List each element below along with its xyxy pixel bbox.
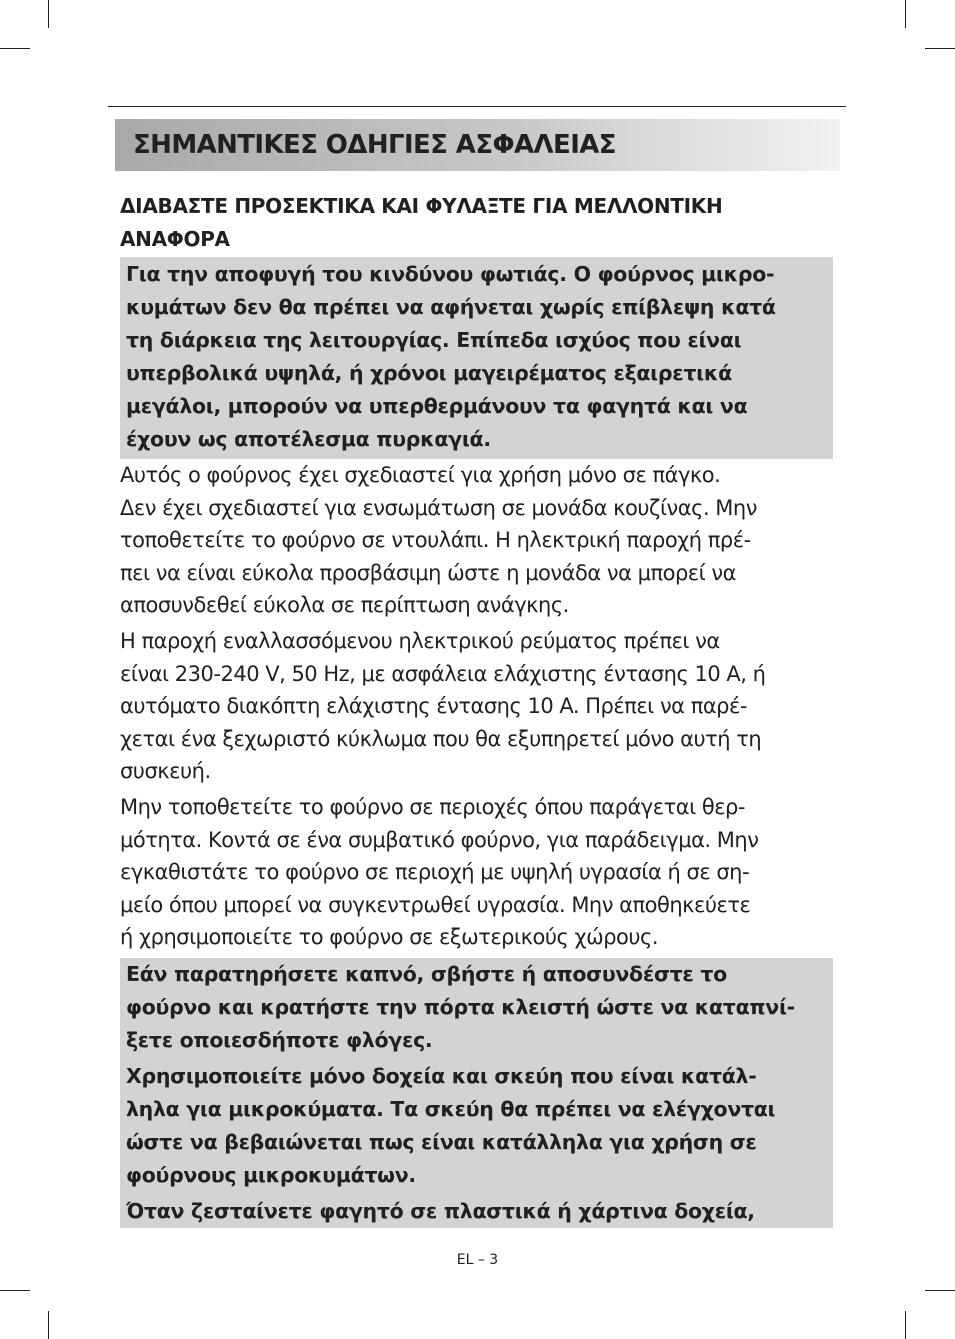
fire-warning-box: [120, 257, 833, 459]
warning-line: φούρνους μικροκυμάτων.: [126, 1163, 416, 1187]
text-line: Δεν έχει σχεδιαστεί για ενσωμάτωση σε μονάδα κουζίνας. Μην: [120, 495, 757, 520]
warning-line: φούρνο και κρατήστε την πόρτα κλειστή ώστε να καταπνί-: [126, 995, 795, 1019]
warning-line: Χρησιμοποιείτε μόνο δοχεία και σκεύη που είναι κατάλ-: [126, 1064, 757, 1088]
warning-line: ληλα για μικροκύματα. Τα σκεύη θα πρέπει να ελέγχονται: [126, 1097, 776, 1121]
text-line: Μην τοποθετείτε το φούρνο σε περιοχές όπου παράγεται θερ-: [120, 794, 745, 819]
warning-line: έχουν ως αποτέλεσμα πυρκαγιά.: [126, 427, 491, 451]
warning-line: ξετε οποιεσδήποτε φλόγες.: [126, 1028, 433, 1052]
text-line: τοποθετείτε το φούρνο σε ντουλάπι. Η ηλεκτρική παροχή πρέ-: [120, 528, 751, 553]
section-title-bar: [115, 119, 840, 171]
text-line: αυτόματο διακόπτη ελάχιστης έντασης 10 A. Πρέπει να παρέ-: [120, 694, 747, 719]
page-title: ΣΗΜΑΝΤΙΚΕΣ ΟΔΗΓΙΕΣ ΑΣΦΑΛΕΙΑΣ: [133, 130, 616, 160]
warning-line: Εάν παρατηρήσετε καπνό, σβήστε ή αποσυνδέστε το: [126, 962, 727, 986]
paragraph-countertop: [120, 459, 840, 622]
paragraph-power-supply: [120, 625, 840, 788]
warning-line: τη διάρκεια της λειτουργίας. Επίπεδα ισχύος που είναι: [126, 328, 742, 352]
crop-mark: [0, 48, 30, 49]
crop-mark: [905, 0, 906, 28]
subtitle-line: ΔΙΑΒΑΣΤΕ ΠΡΟΣΕΚΤΙΚΑ ΚΑΙ ΦΥΛΑΞΤΕ ΓΙΑ ΜΕΛΛΟΝΤΙΚΗ: [120, 194, 723, 218]
smoke-warning-box: [120, 958, 833, 1228]
text-line: είναι 230-240 V, 50 Hz, με ασφάλεια ελάχιστης έντασης 10 A, ή: [120, 661, 766, 686]
crop-mark: [925, 48, 955, 49]
text-line: Αυτός ο φούρνος έχει σχεδιαστεί για χρήση μόνο σε πάγκο.: [120, 463, 721, 487]
warning-line: μεγάλοι, μπορούν να υπερθερμάνουν τα φαγητά και να: [126, 394, 748, 418]
text-line: ή χρησιμοποιείτε το φούρνο σε εξωτερικούς χώρους.: [120, 925, 659, 950]
crop-mark: [905, 1311, 906, 1339]
warning-line: Όταν ζεσταίνετε φαγητό σε πλαστικά ή χάρτινα δοχεία,: [126, 1199, 755, 1223]
text-line: Η παροχή εναλλασσόμενου ηλεκτρικού ρεύματος πρέπει να: [120, 628, 720, 653]
warning-line: Για την αποφυγή του κινδύνου φωτιάς. Ο φούρνος μικρο-: [126, 262, 775, 286]
text-line: πει να είναι εύκολα προσβάσιμη ώστε η μονάδα να μπορεί να: [120, 560, 736, 585]
crop-mark: [48, 0, 49, 28]
text-line: μότητα. Κοντά σε ένα συμβατικό φούρνο, για παράδειγμα. Μην: [120, 827, 759, 852]
text-line: εγκαθιστάτε το φούρνο σε περιοχή με υψηλή υγρασία ή σε ση-: [120, 860, 750, 885]
text-line: αποσυνδεθεί εύκολα σε περίπτωση ανάγκης.: [120, 593, 569, 618]
header-rule: [108, 106, 846, 107]
body-text: [120, 459, 840, 954]
section-subtitle: [120, 190, 840, 256]
text-line: χεται ένα ξεχωριστό κύκλωμα που θα εξυπηρετεί μόνο αυτή τη: [120, 726, 762, 751]
crop-mark: [925, 1290, 955, 1291]
paragraph-placement: [120, 791, 840, 954]
text-line: συσκευή.: [120, 759, 211, 784]
crop-mark: [0, 1290, 30, 1291]
warning-line: κυμάτων δεν θα πρέπει να αφήνεται χωρίς επίβλεψη κατά: [126, 295, 776, 319]
warning-line: υπερβολικά υψηλά, ή χρόνοι μαγειρέματος εξαιρετικά: [126, 361, 732, 385]
subtitle-line: ΑΝΑΦΟΡΑ: [120, 227, 230, 251]
text-line: μείο όπου μπορεί να συγκεντρωθεί υγρασία. Μην αποθηκεύετε: [120, 892, 751, 917]
page-number: EL – 3: [456, 1252, 499, 1268]
crop-mark: [48, 1311, 49, 1339]
warning-line: ώστε να βεβαιώνεται πως είναι κατάλληλα για χρήση σε: [126, 1130, 757, 1154]
